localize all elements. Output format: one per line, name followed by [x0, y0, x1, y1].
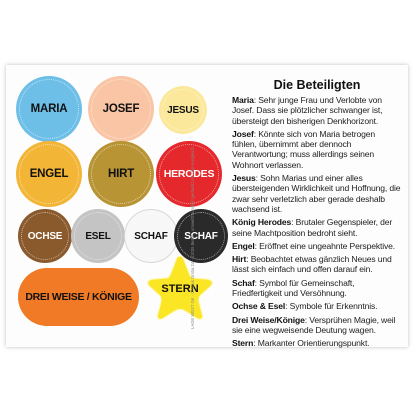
sticker-maria[interactable]: MARIA	[16, 76, 82, 142]
entry-josef: Josef: Könnte sich von Maria betrogen fühlen, übernimmt aber dennoch Verantwortung; muss allerdings seinen Wohnort verlassen.	[232, 128, 376, 170]
sticker-engel[interactable]: ENGEL	[16, 141, 82, 207]
panel-title: Die Beteiligten	[273, 78, 361, 92]
sticker-esel[interactable]: ESEL	[71, 209, 125, 263]
characters-panel	[232, 78, 402, 352]
sticker-stern-label: STERN	[161, 283, 199, 295]
entry-schaf: Schaf: Symbol für Gemeinschaft, Friedfertigkeit und Versöhnung.	[232, 277, 355, 299]
sticker-josef[interactable]: JOSEF	[88, 76, 154, 142]
entry-drei-weise: Drei Weise/Könige: Versprühen Magie, weil sie eine wegweisende Deutung wagen.	[232, 314, 396, 335]
sticker-drei-weise[interactable]: DREI WEISE / KÖNIGE	[18, 268, 139, 326]
entry-engel: Engel: Eröffnet eine ungeahnte Perspektive.	[232, 240, 396, 251]
entry-hirt: Hirt: Beobachtet etwas gänzlich Neues und lässt sich einfach und offen darauf ein.	[232, 254, 392, 275]
entry-jesus: Jesus: Sohn Marias und einer alles übersteigenden Wirklichkeit und Hoffnung, die zwar sehr verletzlich aber gerade deshalb wachsend ist.	[232, 173, 401, 214]
entry-maria: Maria: Sehr junge Frau und Verlobte von Josef. Dass sie plötzlicher schwanger ist, übersteigt den bisherigen Denkhorizont.	[232, 95, 383, 126]
entry-ochse-esel: Ochse & Esel: Symbole für Erkenntnis.	[232, 301, 378, 312]
entry-stern: Stern: Markanter Orientierungspunkt.	[232, 338, 370, 349]
sticker-stern[interactable]	[144, 253, 216, 323]
entry-herodes: König Herodes: Brutaler Gegenspieler, der seine Machtposition bedroht sieht.	[232, 217, 393, 238]
sticker-herodes[interactable]: HERODES	[156, 141, 222, 207]
sticker-jesus[interactable]: JESUS	[159, 86, 207, 134]
sticker-schaf-white[interactable]: SCHAF	[124, 209, 178, 263]
sticker-hirt[interactable]: HIRT	[88, 141, 154, 207]
sticker-ochse[interactable]: OCHSE	[18, 209, 72, 263]
sticker-schaf-black[interactable]: SCHAF	[174, 209, 228, 263]
imprint-text: LAGE WEST GK · Chorus Grotia 24 · 12035 Berlin · umweltfreundlich gedruckt mit Öko-Ausgleich	[190, 147, 195, 329]
